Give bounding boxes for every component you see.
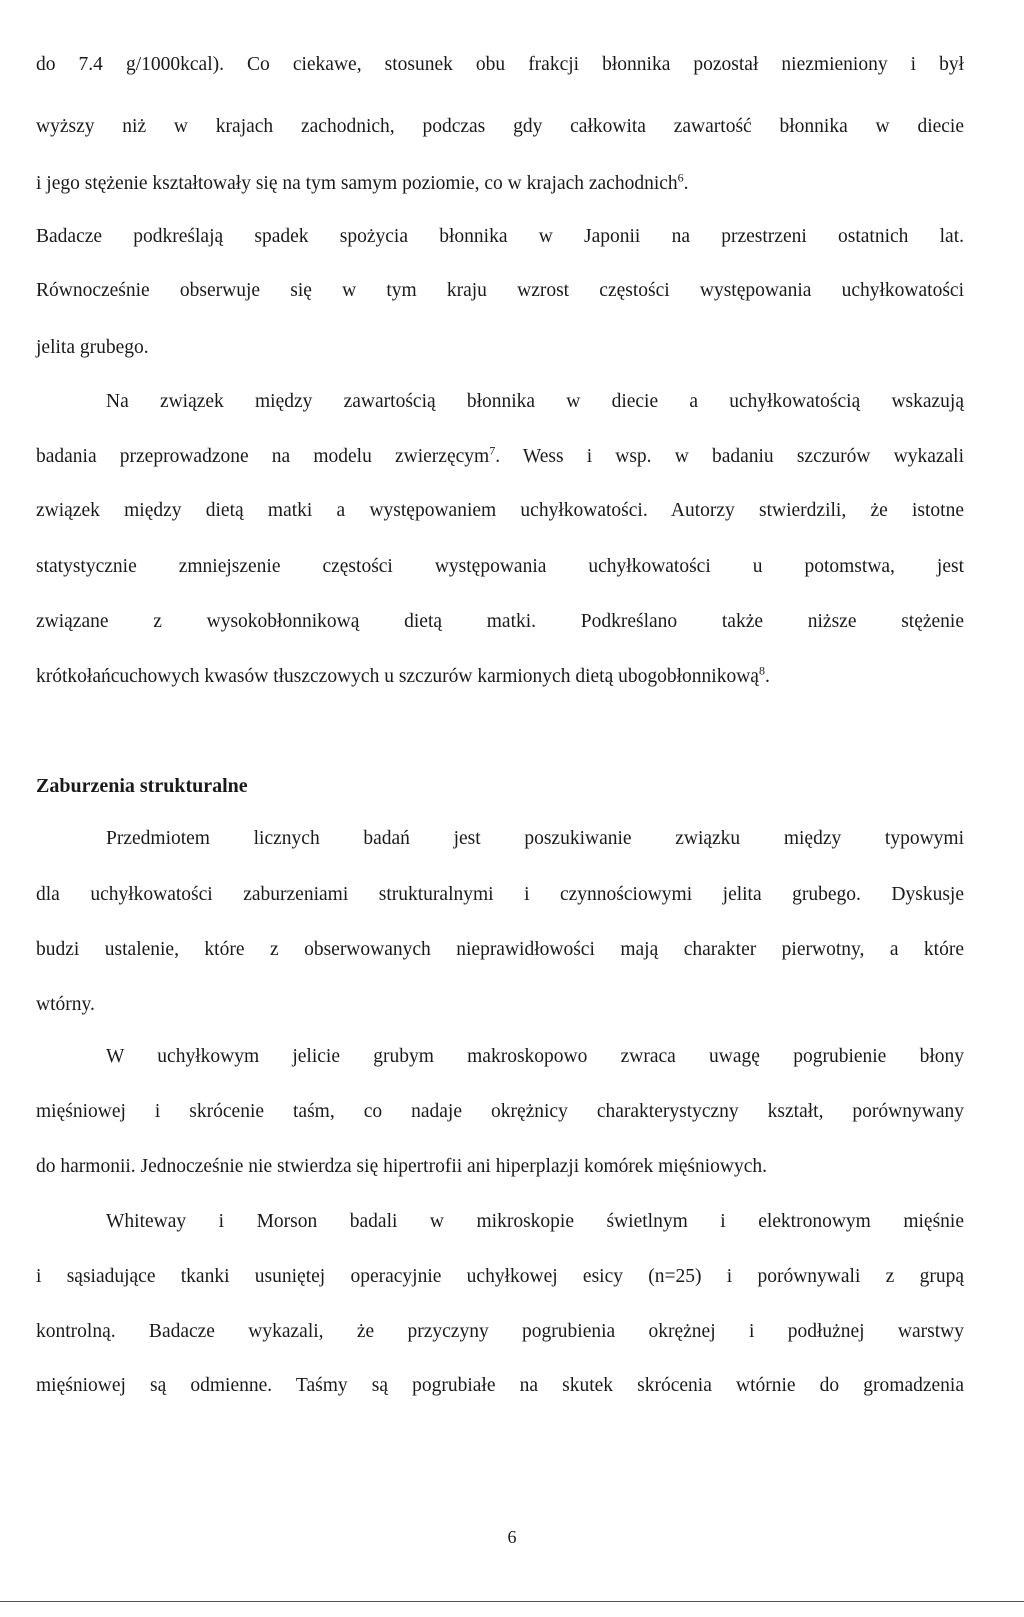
page-number: 6 (507, 1527, 517, 1547)
text-line: i jego stężenie kształtowały się na tym samym poziomie, co w krajach zachodnich$^6$. (36, 170, 689, 194)
text-line: Równocześnie obserwuje się w tym kraju wzrost częstości występowania uchyłkowatości (36, 280, 964, 301)
text-line: mięśniowej i skrócenie taśm, co nadaje okrężnicy charakterystyczny kształt, porównywany (36, 1101, 964, 1122)
text-line: i sąsiadujące tkanki usuniętej operacyjnie uchyłkowej esicy (n=25) i porównywali z grupą (36, 1266, 964, 1287)
text-line: mięśniowej są odmienne. Taśmy są pogrubiałe na skutek skrócenia wtórnie do gromadzenia (36, 1375, 964, 1396)
text-line: wyższy niż w krajach zachodnich, podczas gdy całkowita zawartość błonnika w diecie (36, 116, 964, 137)
text-line: do 7.4 g/1000kcal). Co ciekawe, stosunek obu frakcji błonnika pozostał niezmieniony i był (36, 54, 964, 75)
footnote-ref: 6 (677, 170, 684, 185)
section-heading: Zaburzenia strukturalne (36, 775, 248, 797)
footer-divider (0, 1601, 1024, 1602)
footnote-ref: 8 (758, 663, 765, 678)
text-line: związek między dietą matki a występowaniem uchyłkowatości. Autorzy stwierdzili, że istotne (36, 500, 964, 521)
text-line: do harmonii. Jednocześnie nie stwierdza się hipertrofii ani hiperplazji komórek mięśniowych. (36, 1156, 768, 1177)
text-line: kontrolną. Badacze wykazali, że przyczyny pogrubienia okrężnej i podłużnej warstwy (36, 1321, 964, 1342)
text-line: W uchyłkowym jelicie grubym makroskopowo zwraca uwagę pogrubienie błony (106, 1046, 964, 1067)
text-line: Przedmiotem licznych badań jest poszukiwanie związku między typowymi (106, 828, 964, 849)
text-line: badania przeprowadzone na modelu zwierzęcym$^7$. Wess i wsp. w badaniu szczurów wykazali (36, 443, 964, 467)
text-line: Badacze podkreślają spadek spożycia błonnika w Japonii na przestrzeni ostatnich lat. (36, 226, 964, 247)
text-line: statystycznie zmniejszenie częstości występowania uchyłkowatości u potomstwa, jest (36, 556, 964, 577)
text-line: Na związek między zawartością błonnika w diecie a uchyłkowatością wskazują (106, 391, 964, 412)
text-line: krótkołańcuchowych kwasów tłuszczowych u szczurów karmionych dietą ubogobłonnikową$^8$. (36, 663, 770, 687)
footnote-ref: 7 (489, 443, 496, 458)
text-line: Whiteway i Morson badali w mikroskopie świetlnym i elektronowym mięśnie (106, 1211, 964, 1232)
text-line: budzi ustalenie, które z obserwowanych nieprawidłowości mają charakter pierwotny, a które (36, 939, 964, 960)
text-line: jelita grubego. (36, 337, 149, 358)
text-line: związane z wysokobłonnikową dietą matki. Podkreślano także niższe stężenie (36, 611, 964, 632)
text-line: wtórny. (36, 994, 95, 1015)
text-line: dla uchyłkowatości zaburzeniami strukturalnymi i czynnościowymi jelita grubego. Dyskusje (36, 884, 964, 905)
